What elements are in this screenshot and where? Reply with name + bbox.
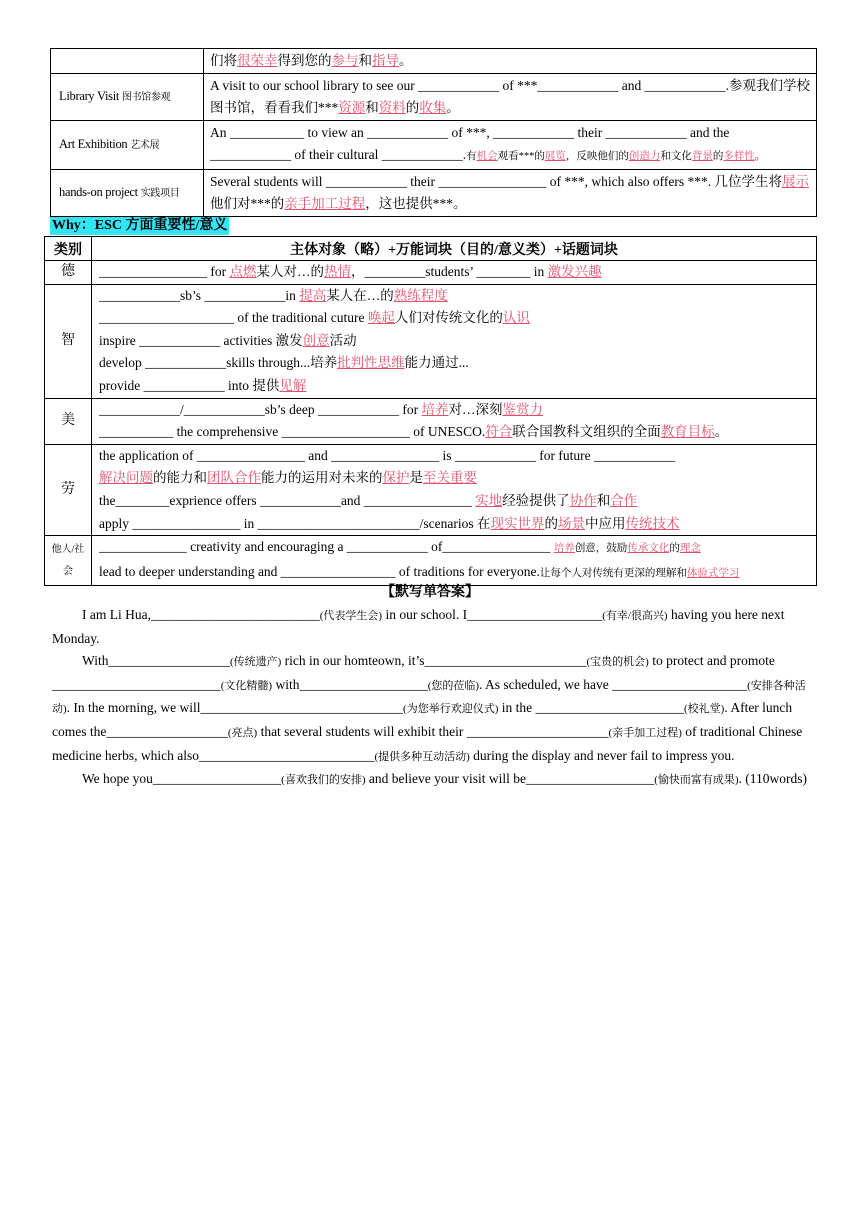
category-cell: 他人/社会 xyxy=(45,536,92,586)
answer-text: . In the morning, we will______________________________ xyxy=(66,700,404,716)
keyword-text: 熟练程度 xyxy=(393,287,448,303)
significance-row xyxy=(45,398,817,444)
answer-passage xyxy=(52,604,810,792)
text-segment: the application of ________________ and ________________ is ____________ for future ____________ xyxy=(99,447,675,463)
text-segment: 让每个人对传统有更深的理解和 xyxy=(539,567,687,579)
keyword-text: 符合 xyxy=(485,424,513,440)
chinese-hint: (愉快而富有成果) xyxy=(654,774,739,787)
text-segment: 的 xyxy=(712,151,724,162)
keyword-text: 创意 xyxy=(302,332,330,348)
text-segment: lead to deeper understanding and _________________ of traditions for everyone. xyxy=(99,563,540,579)
text-segment: 的 xyxy=(544,515,558,531)
answer-text: With__________________ xyxy=(82,653,230,669)
answer-text: in the ______________________ xyxy=(498,700,684,716)
text-segment: 某人在…的 xyxy=(326,287,394,303)
chunk-line xyxy=(99,421,809,444)
answer-text: . (110words) xyxy=(738,771,808,787)
activity-label-cn: 图书馆参观 xyxy=(121,92,171,103)
text-segment: 得到您的 xyxy=(277,53,332,68)
text-segment: 和 xyxy=(365,100,379,115)
text-segment: ，这也提供***。 xyxy=(365,196,467,211)
header-category: 类别 xyxy=(45,237,92,261)
activity-content xyxy=(204,74,817,121)
keyword-text: 亲手加工过程 xyxy=(284,196,366,211)
chinese-hint: (有幸/很高兴) xyxy=(602,610,668,622)
answer-text: with___________________ xyxy=(272,676,428,692)
keyword-text: 教育目标 xyxy=(660,424,715,440)
activity-label xyxy=(51,121,204,170)
keyword-text: 见解 xyxy=(279,377,307,393)
text-segment: 和 xyxy=(596,492,611,508)
chinese-hint: (传统遗产) xyxy=(229,656,282,669)
category-cell: 美 xyxy=(45,398,92,444)
text-segment: 能力的运用对未来的 xyxy=(261,470,383,486)
activity-content xyxy=(204,121,817,170)
keyword-text: 展览 xyxy=(544,151,566,162)
text-segment: the________exprience offers ____________and ________________ xyxy=(99,492,476,508)
keyword-text: 理念 xyxy=(679,543,701,555)
text-segment: _____________ creativity and encouraging a ____________ of________________ xyxy=(99,539,554,555)
text-segment: inspire ____________ activities 激发 xyxy=(99,332,303,348)
activity-row xyxy=(51,121,817,170)
keyword-text: 收集 xyxy=(419,100,447,115)
text-segment: 对…深刻 xyxy=(448,401,503,417)
chunk-line xyxy=(99,445,809,468)
chinese-hint: (提供多种互动活动) xyxy=(374,750,470,763)
text-segment: 们将 xyxy=(210,53,237,68)
answer-paragraph xyxy=(52,768,810,792)
text-segment: 创意，鼓励 xyxy=(574,543,628,555)
activity-label xyxy=(51,74,204,121)
significance-row xyxy=(45,261,817,285)
keyword-text: 提高 xyxy=(299,287,327,303)
text-segment: 活动 xyxy=(329,332,357,348)
answer-text: having you here next Monday. xyxy=(52,607,785,646)
text-segment: 他们对***的 xyxy=(210,196,285,211)
category-cell: 劳 xyxy=(45,444,92,535)
significance-header-row xyxy=(45,237,817,261)
answer-text: and believe your visit will be___________________ xyxy=(365,771,655,787)
chinese-hint: (亮点) xyxy=(227,726,258,739)
answer-text: I am Li Hua,_________________________ xyxy=(82,607,320,622)
text-segment: 的能力和 xyxy=(153,470,207,486)
text-segment: ____________/____________sb’s deep ____________ for xyxy=(99,401,422,417)
keyword-text: 团队合作 xyxy=(207,470,261,486)
text-segment: 。 xyxy=(754,151,766,162)
chunk-cell xyxy=(92,536,817,586)
keyword-text: 激发兴趣 xyxy=(547,264,602,279)
activity-row xyxy=(51,49,817,74)
chunk-cell xyxy=(92,261,817,285)
keyword-text: 保护 xyxy=(382,470,410,486)
text-segment: 中应用 xyxy=(584,515,626,531)
text-segment: An ___________ to view an ____________ of ***, ____________ their ____________ and the ____________ of their cultural ____________. xyxy=(210,125,730,162)
significance-row xyxy=(45,284,817,398)
answer-text: to protect and promote _________________________ xyxy=(52,653,775,692)
text-segment: 。 xyxy=(714,424,729,440)
chunk-line xyxy=(99,399,809,422)
keyword-text: 现实世界 xyxy=(490,515,545,531)
keyword-text: 认识 xyxy=(502,310,530,326)
chunk-line xyxy=(99,307,809,330)
activity-label-cn: 艺术展 xyxy=(130,140,160,151)
keyword-text: 背景 xyxy=(691,151,713,162)
activity-label xyxy=(51,49,204,74)
activity-table-body xyxy=(51,49,817,217)
chinese-hint: (安排各种活动) xyxy=(52,679,806,716)
category-cell: 智 xyxy=(45,284,92,398)
keyword-text: 解决问题 xyxy=(99,470,153,486)
answer-text: . As scheduled, we have ____________________ xyxy=(479,676,748,692)
text-segment: A visit to our school library to see our ____________ of ***____________ and ____________.参观我们学校图书馆，看看我们*** xyxy=(210,78,810,115)
text-segment: 。 xyxy=(399,53,413,68)
chinese-hint: (亲手加工过程) xyxy=(608,726,682,739)
keyword-text: 热情 xyxy=(324,264,351,279)
keyword-text: 多样性 xyxy=(723,151,755,162)
significance-row xyxy=(45,536,817,586)
text-segment: ，反映他们的 xyxy=(565,151,629,162)
significance-table-body xyxy=(45,261,817,586)
keyword-text: 机会 xyxy=(476,151,498,162)
activity-label xyxy=(51,170,204,217)
answer-title: 【默写单答案】 xyxy=(381,585,479,600)
text-segment: 。 xyxy=(446,100,460,115)
activity-label-en: hands-on project xyxy=(59,185,141,199)
chunk-line xyxy=(99,467,809,490)
chunk-line xyxy=(99,536,809,561)
text-segment: develop ____________skills through...培养 xyxy=(99,355,338,371)
answer-text: in our school. I____________________ xyxy=(382,607,603,622)
answer-text: . After lunch comes the__________________ xyxy=(52,700,793,739)
keyword-text: 协作 xyxy=(569,492,597,508)
text-segment: 某人对…的 xyxy=(256,264,324,279)
chinese-hint: (校礼堂) xyxy=(683,703,725,716)
text-segment: 观看***的 xyxy=(497,151,545,162)
answer-paragraph xyxy=(52,650,810,768)
significance-row xyxy=(45,444,817,535)
text-segment: 和 xyxy=(358,53,372,68)
keyword-text: 批判性思维 xyxy=(337,355,405,371)
chunk-cell xyxy=(92,444,817,535)
keyword-text: 传统技术 xyxy=(625,515,680,531)
keyword-text: 实地 xyxy=(475,492,503,508)
chunk-line xyxy=(99,375,809,398)
chunk-line xyxy=(99,513,809,536)
chunk-line xyxy=(99,285,809,308)
activity-table xyxy=(50,48,817,217)
keyword-text: 资料 xyxy=(378,100,406,115)
chinese-hint: (喜欢我们的安排) xyxy=(281,774,366,787)
text-segment: 经验提供了 xyxy=(502,492,570,508)
category-cell: 德 xyxy=(45,261,92,285)
text-segment: 的 xyxy=(669,543,680,555)
why-section-heading: Why：ESC 方面重要性/意义 xyxy=(52,218,228,233)
activity-row xyxy=(51,74,817,121)
text-segment: ________________ for xyxy=(99,264,230,279)
keyword-text: 至关重要 xyxy=(423,470,477,486)
text-segment: 能力通过... xyxy=(404,355,469,371)
chunk-line xyxy=(99,490,809,513)
text-segment: provide ____________ into 提供 xyxy=(99,377,280,393)
text-segment: Several students will ____________ their ________________ of ***, which also offers ***. 几位学生将 xyxy=(210,174,782,189)
activity-label-en: Library Visit xyxy=(59,89,122,103)
answer-paragraph xyxy=(52,604,810,650)
chinese-hint: (为您举行欢迎仪式) xyxy=(403,703,499,716)
keyword-text: 场景 xyxy=(557,515,585,531)
activity-content xyxy=(204,170,817,217)
keyword-text: 指导 xyxy=(372,53,399,68)
activity-label-en: Art Exhibition xyxy=(59,137,131,151)
answer-text: rich in our homteown, it’s________________________ xyxy=(281,653,587,669)
chunk-line xyxy=(99,261,809,284)
chunk-line xyxy=(99,352,809,375)
keyword-text: 资源 xyxy=(338,100,366,115)
chunk-cell xyxy=(92,284,817,398)
chunk-line xyxy=(99,330,809,353)
keyword-text: 体验式学习 xyxy=(686,567,740,579)
answer-text: during the display and never fail to impress you. xyxy=(469,747,735,763)
significance-table xyxy=(44,236,817,586)
chunk-cell xyxy=(92,398,817,444)
keyword-text: 点燃 xyxy=(229,264,257,279)
keyword-text: 展示 xyxy=(781,174,809,189)
keyword-text: 合作 xyxy=(610,492,638,508)
text-segment: 的 xyxy=(405,100,420,115)
chinese-hint: (宝贵的机会) xyxy=(586,656,649,669)
answer-text: We hope you___________________ xyxy=(82,771,282,787)
chinese-hint: (文化精髓) xyxy=(220,679,273,692)
activity-label-cn: 实践项目 xyxy=(140,188,180,199)
text-segment: ，_________students’ ________ in xyxy=(351,264,548,279)
text-segment: ___________ the comprehensive ___________________ of UNESCO. xyxy=(99,424,486,440)
text-segment: 和文化 xyxy=(660,151,692,162)
chinese-hint: (代表学生会) xyxy=(319,610,383,622)
text-segment: 有 xyxy=(466,151,477,162)
text-segment: 人们对传统文化的 xyxy=(394,310,503,326)
answer-text: that several students will exhibit their _____________________ xyxy=(257,723,609,739)
text-segment: ____________sb’s ____________in xyxy=(99,287,300,303)
activity-row xyxy=(51,170,817,217)
keyword-text: 鉴赏力 xyxy=(502,401,543,417)
header-chunks: 主体对象（略）+万能词块（目的/意义类）+话题词块 xyxy=(92,237,817,261)
keyword-text: 参与 xyxy=(331,53,359,68)
text-segment: 是 xyxy=(409,470,423,486)
chinese-hint: (您的莅临) xyxy=(427,679,480,692)
text-segment: 联合国教科文组织的全面 xyxy=(512,424,661,440)
keyword-text: 很荣幸 xyxy=(237,53,278,68)
text-segment: ____________________ of the traditional cuture xyxy=(99,310,368,326)
answer-text: of traditional Chinese medicine herbs, which also__________________________ xyxy=(52,723,803,763)
keyword-text: 创造力 xyxy=(628,151,661,162)
keyword-text: 传承文化 xyxy=(627,543,670,555)
keyword-text: 培养 xyxy=(553,543,575,555)
keyword-text: 唤起 xyxy=(367,310,395,326)
activity-content xyxy=(204,49,817,74)
keyword-text: 培养 xyxy=(421,401,449,417)
text-segment: apply ________________ in ________________________/scenarios 在 xyxy=(99,515,491,531)
